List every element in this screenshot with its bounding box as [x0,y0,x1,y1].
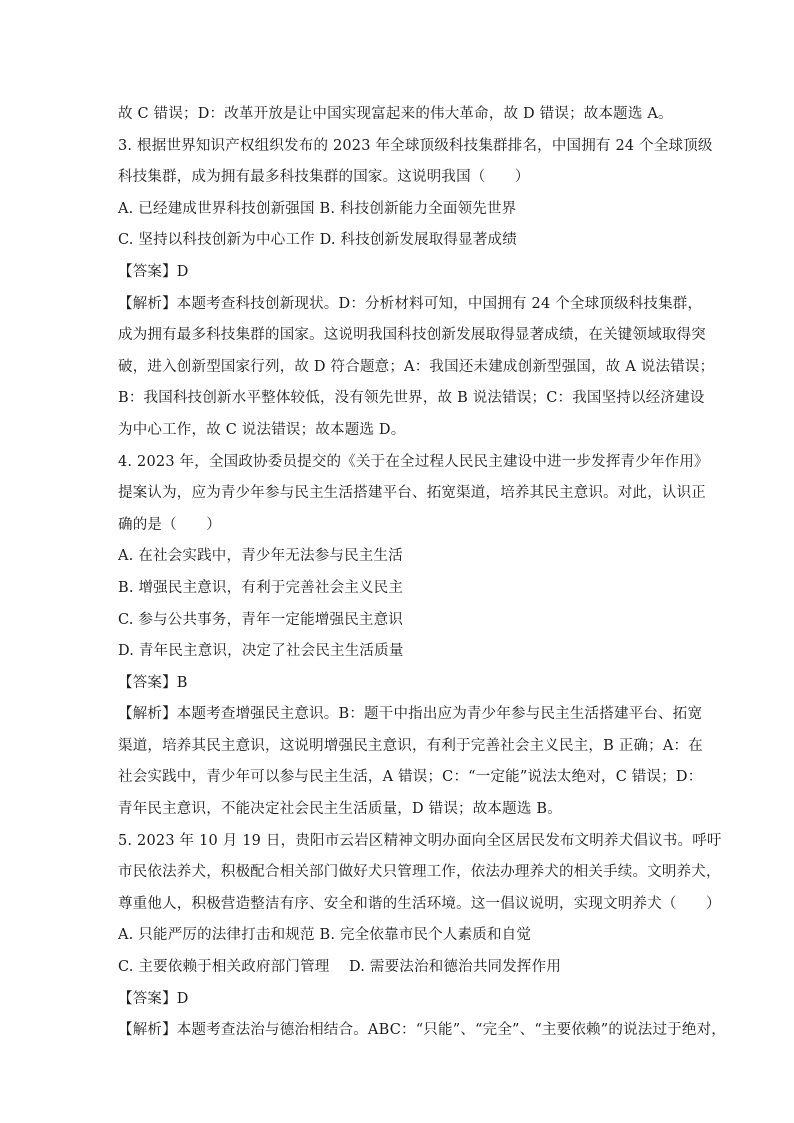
question-3-analysis: 成为拥有最多科技集群的国家。这说明我国科技创新发展取得显著成绩，在关键领域取得突 [118,327,706,344]
question-3-analysis: 【解析】本题考查科技创新现状。D：分析材料可知，中国拥有 24 个全球顶级科技集群， [118,295,703,312]
question-3-options: C. 坚持以科技创新为中心工作 D. 科技创新发展取得显著成绩 [118,232,517,249]
question-5-stem: 尊重他人，积极营造整洁有序、安全和谐的生活环境。这一倡议说明，实现文明养犬（ ） [118,895,721,912]
question-4-analysis: 渠道，培养其民主意识，这说明增强民主意识，有利于完善社会主义民主，B 正确；A：在 [118,737,703,754]
question-4-option-c: C. 参与公共事务，青年一定能增强民主意识 [118,611,403,628]
question-4-stem: 4. 2023 年，全国政协委员提交的《关于在全过程人民民主建设中进一步发挥青少年作用》 [118,453,709,470]
question-5-options: A. 只能严厉的法律打击和规范 B. 完全依靠市民个人素质和自觉 [118,927,532,944]
question-4-stem: 确的是（ ） [118,516,221,533]
question-4-analysis: 社会实践中，青少年可以参与民主生活，A 错误；C：“一定能”说法太绝对，C 错误；D： [118,769,703,786]
question-4-answer: 【答案】B [118,674,188,691]
question-5-answer: 【答案】D [118,990,189,1007]
question-3-stem: 3. 根据世界知识产权组织发布的 2023 年全球顶级科技集群排名，中国拥有 24 个全球顶级 [118,137,713,154]
question-5-analysis: 【解析】本题考查法治与德治相结合。ABC：“只能”、“完全”、“主要依赖”的说法过于绝对， [118,1022,726,1039]
question-4-option-a: A. 在社会实践中，青少年无法参与民主生活 [118,548,403,565]
question-4-option-b: B. 增强民主意识，有利于完善社会主义民主 [118,579,404,596]
question-5-stem: 市民依法养犬，积极配合相关部门做好犬只管理工作，依法办理养犬的相关手续。文明养犬， [118,864,721,881]
text-line: 故 C 错误；D：改革开放是让中国实现富起来的伟大革命，故 D 错误；故本题选 A。 [118,106,673,122]
question-3-options: A. 已经建成世界科技创新强国 B. 科技创新能力全面领先世界 [118,200,517,217]
question-5-options: C. 主要依赖于相关政府部门管理 D. 需要法治和德治共同发挥作用 [118,959,562,976]
question-4-analysis: 【解析】本题考查增强民主意识。B：题干中指出应为青少年参与民主生活搭建平台、拓宽 [118,706,703,723]
question-4-analysis: 青年民主意识，不能决定社会民主生活质量，D 错误；故本题选 B。 [118,801,562,818]
question-3-answer: 【答案】D [118,263,189,280]
question-5-stem: 5. 2023 年 10 月 19 日，贵阳市云岩区精神文明办面向全区居民发布文明养犬倡议书。呼吁 [118,832,722,849]
question-3-analysis: 为中心工作，故 C 说法错误；故本题选 D。 [118,421,406,438]
question-4-option-d: D. 青年民主意识，决定了社会民主生活质量 [118,643,404,660]
question-4-stem: 提案认为，应为青少年参与民主生活搭建平台、拓宽渠道，培养其民主意识。对此，认识正 [118,485,706,502]
question-3-analysis: B：我国科技创新水平整体较低，没有领先世界，故 B 说法错误；C：我国坚持以经济建设 [118,390,705,407]
question-3-analysis: 破，进入创新型国家行列，故 D 符合题意；A：我国还未建成创新型强国，故 A 说法错误； [118,358,715,375]
question-3-stem: 科技集群，成为拥有最多科技集群的国家。这说明我国（ ） [118,169,530,186]
